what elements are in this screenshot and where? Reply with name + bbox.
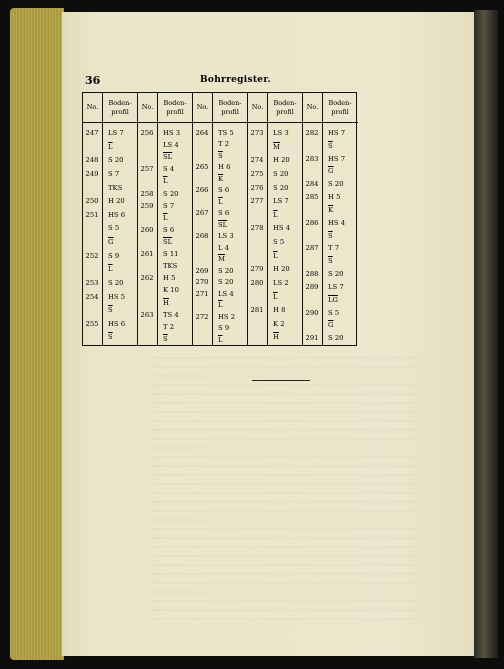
entry-number: 253 <box>85 278 99 287</box>
entry-number: 274 <box>250 156 264 165</box>
table-column-divider <box>137 93 138 345</box>
soil-profile-line: H 20 <box>108 197 125 206</box>
entry-number: 283 <box>305 154 319 163</box>
soil-profile-line: HS 6 <box>108 319 126 328</box>
soil-profile-line: K 2 <box>273 319 285 328</box>
soil-profile-line: $\overline{G}$ <box>108 238 114 246</box>
page-number: 36 <box>85 74 101 87</box>
soil-profile-line: H 20 <box>273 156 290 165</box>
soil-profile-line: S 5 <box>273 238 285 246</box>
soil-profile-line: H 5 <box>163 274 176 283</box>
entry-number: 273 <box>250 129 264 137</box>
entry-number: 249 <box>85 169 99 178</box>
soil-profile-line: S 7 <box>108 169 120 178</box>
entry-number: 261 <box>140 250 154 259</box>
soil-profile-line: $\overline{M}$ <box>273 142 280 151</box>
book-spine-edge <box>474 10 498 658</box>
soil-profile-line: $\overline{S}$ <box>163 334 168 343</box>
soil-profile-line: $\overline{M}$ <box>218 255 225 264</box>
soil-profile-line: HS 7 <box>328 154 346 163</box>
entry-number: 264 <box>195 129 209 137</box>
soil-profile-line: LS 2 <box>273 278 289 287</box>
entry-number: 277 <box>250 197 264 206</box>
bore-register-table <box>82 92 357 346</box>
soil-profile-line: $\overline{L}$ <box>218 335 223 344</box>
entry-number: 270 <box>195 278 209 287</box>
entry-number: 258 <box>140 189 154 198</box>
column-header-no: No. <box>248 93 267 123</box>
soil-profile-line: HS 6 <box>108 210 126 219</box>
soil-profile-line: HS 5 <box>108 292 126 301</box>
entry-number: 272 <box>195 312 209 321</box>
soil-profile-line: LS 3 <box>218 232 234 241</box>
soil-profile-line: TS 5 <box>218 129 234 137</box>
soil-profile-line: $\overline{L}$ <box>218 197 223 206</box>
soil-profile-line: S 7 <box>163 201 175 210</box>
entry-number: 259 <box>140 201 154 210</box>
column-header-no: No. <box>138 93 157 123</box>
soil-profile-line: $\overline{L}$ <box>218 301 223 310</box>
table-column-divider <box>322 93 323 345</box>
table-column-divider <box>247 93 248 345</box>
entry-number: 266 <box>195 186 209 195</box>
soil-profile-line: HS 7 <box>328 129 346 137</box>
column-header-bodenprofil: Boden- profil <box>212 93 248 123</box>
soil-profile-line: LS 7 <box>108 129 124 137</box>
soil-profile-line: $\overline{SL}$ <box>163 153 173 162</box>
divider-rule <box>252 380 310 381</box>
soil-profile-line: $\overline{S}$ <box>328 141 333 150</box>
soil-profile-line: H 5 <box>328 193 341 202</box>
soil-profile-line: S 5 <box>108 224 120 233</box>
soil-profile-line: $\overline{S}$ <box>328 231 333 240</box>
entry-number: 279 <box>250 265 264 274</box>
soil-profile-line: $\overline{H}$ <box>273 333 279 342</box>
soil-profile-line: LS 7 <box>273 197 289 206</box>
soil-profile-line: H 20 <box>273 265 290 274</box>
soil-profile-line: S 20 <box>328 334 344 343</box>
entry-number: 255 <box>85 319 99 328</box>
table-column-divider <box>192 93 193 345</box>
column-header-bodenprofil: Boden- profil <box>322 93 358 123</box>
soil-profile-line: HS 3 <box>163 129 181 137</box>
column-header-bodenprofil: Boden- profil <box>267 93 303 123</box>
column-header-no: No. <box>303 93 322 123</box>
soil-profile-line: $\overline{K}$ <box>218 174 224 183</box>
entry-number: 248 <box>85 156 99 165</box>
soil-profile-line: TS 4 <box>163 310 179 319</box>
entry-number: 257 <box>140 165 154 174</box>
table-column-divider <box>157 93 158 345</box>
soil-profile-line: S 20 <box>108 156 124 165</box>
soil-profile-line: LS 4 <box>163 141 179 150</box>
soil-profile-line: H 8 <box>273 306 286 315</box>
soil-profile-line: $\overline{L}$ <box>108 265 113 274</box>
entry-number: 290 <box>305 308 319 317</box>
entry-number: 268 <box>195 232 209 241</box>
soil-profile-line: $\overline{L}$ <box>273 251 278 260</box>
soil-profile-line: $\overline{K}$ <box>328 205 334 214</box>
soil-profile-line: $\overline{L}$ <box>163 177 168 186</box>
soil-profile-line: S 6 <box>218 209 230 218</box>
book-page-edges <box>10 8 64 660</box>
entry-number: 276 <box>250 183 264 192</box>
entry-number: 282 <box>305 129 319 137</box>
entry-number: 280 <box>250 278 264 287</box>
soil-profile-line: S 20 <box>218 278 234 287</box>
soil-profile-line: T 7 <box>328 244 340 253</box>
soil-profile-line: S 5 <box>328 308 340 317</box>
soil-profile-line: $\overline{G}$ <box>328 167 334 176</box>
entry-number: 289 <box>305 282 319 291</box>
entry-number: 278 <box>250 224 264 233</box>
column-header-no: No. <box>193 93 212 123</box>
soil-profile-line: S 9 <box>218 324 230 333</box>
column-header-bodenprofil: Boden- profil <box>157 93 193 123</box>
entry-number: 260 <box>140 225 154 234</box>
soil-profile-line: HS 2 <box>218 312 236 321</box>
entry-number: 269 <box>195 266 209 275</box>
soil-profile-line: $\overline{S}$ <box>108 333 113 342</box>
entry-number: 284 <box>305 180 319 189</box>
soil-profile-line: $\overline{SL}$ <box>218 220 228 229</box>
entry-number: 271 <box>195 289 209 298</box>
table-column-divider <box>267 93 268 345</box>
entry-number: 263 <box>140 310 154 319</box>
entry-number: 267 <box>195 209 209 218</box>
entry-number: 285 <box>305 193 319 202</box>
soil-profile-line: TKS <box>163 262 178 271</box>
soil-profile-line: $\overline{SL}$ <box>163 238 173 246</box>
soil-profile-line: S 6 <box>218 186 230 195</box>
soil-profile-line: T 2 <box>218 140 230 149</box>
entry-number: 288 <box>305 270 319 279</box>
table-column-divider <box>302 93 303 345</box>
soil-profile-line: $\overline{L}$ <box>108 142 113 151</box>
entry-number: 291 <box>305 334 319 343</box>
table-column-divider <box>102 93 103 345</box>
column-header-no: No. <box>83 93 102 123</box>
soil-profile-line: $\overline{S}$ <box>218 151 223 160</box>
soil-profile-line: S 11 <box>163 250 179 259</box>
soil-profile-line: LS 3 <box>273 129 289 137</box>
entry-number: 286 <box>305 218 319 227</box>
soil-profile-line: LS 7 <box>328 282 344 291</box>
entry-number: 251 <box>85 210 99 219</box>
soil-profile-line: $\overline{LG}$ <box>328 295 338 304</box>
soil-profile-line: $\overline{H}$ <box>163 298 169 307</box>
entry-number: 265 <box>195 163 209 172</box>
table-column-divider <box>212 93 213 345</box>
soil-profile-line: $\overline{S}$ <box>328 257 333 266</box>
soil-profile-line: S 20 <box>273 183 289 192</box>
soil-profile-line: $\overline{L}$ <box>273 292 278 301</box>
entry-number: 287 <box>305 244 319 253</box>
soil-profile-line: K 10 <box>163 286 179 295</box>
entry-number: 250 <box>85 197 99 206</box>
entry-number: 254 <box>85 292 99 301</box>
soil-profile-line: S 20 <box>328 180 344 189</box>
soil-profile-line: $\overline{G}$ <box>328 321 334 330</box>
entry-number: 262 <box>140 274 154 283</box>
soil-profile-line: S 4 <box>163 165 175 174</box>
soil-profile-line: HS 4 <box>273 224 291 233</box>
soil-profile-line: LS 4 <box>218 289 234 298</box>
entry-number: 281 <box>250 306 264 315</box>
soil-profile-line: S 6 <box>163 225 175 234</box>
soil-profile-line: S 20 <box>218 266 234 275</box>
soil-profile-line: S 20 <box>273 169 289 178</box>
soil-profile-line: TKS <box>108 183 123 192</box>
soil-profile-line: $\overline{S}$ <box>108 306 113 315</box>
soil-profile-line: S 20 <box>108 278 124 287</box>
column-header-bodenprofil: Boden- profil <box>102 93 138 123</box>
soil-profile-line: T 2 <box>163 322 175 331</box>
soil-profile-line: L 4 <box>218 243 229 252</box>
soil-profile-line: $\overline{L}$ <box>163 213 168 222</box>
soil-profile-line: S 20 <box>163 189 179 198</box>
entry-number: 256 <box>140 129 154 137</box>
soil-profile-line: S 9 <box>108 251 120 260</box>
soil-profile-line: H 6 <box>218 163 231 172</box>
soil-profile-line: S 20 <box>328 270 344 279</box>
soil-profile-line: $\overline{L}$ <box>273 210 278 219</box>
running-title: Bohrregister. <box>200 75 271 85</box>
entry-number: 275 <box>250 169 264 178</box>
entry-number: 247 <box>85 129 99 137</box>
entry-number: 252 <box>85 251 99 260</box>
show-through-text <box>150 350 420 620</box>
soil-profile-line: HS 4 <box>328 218 346 227</box>
